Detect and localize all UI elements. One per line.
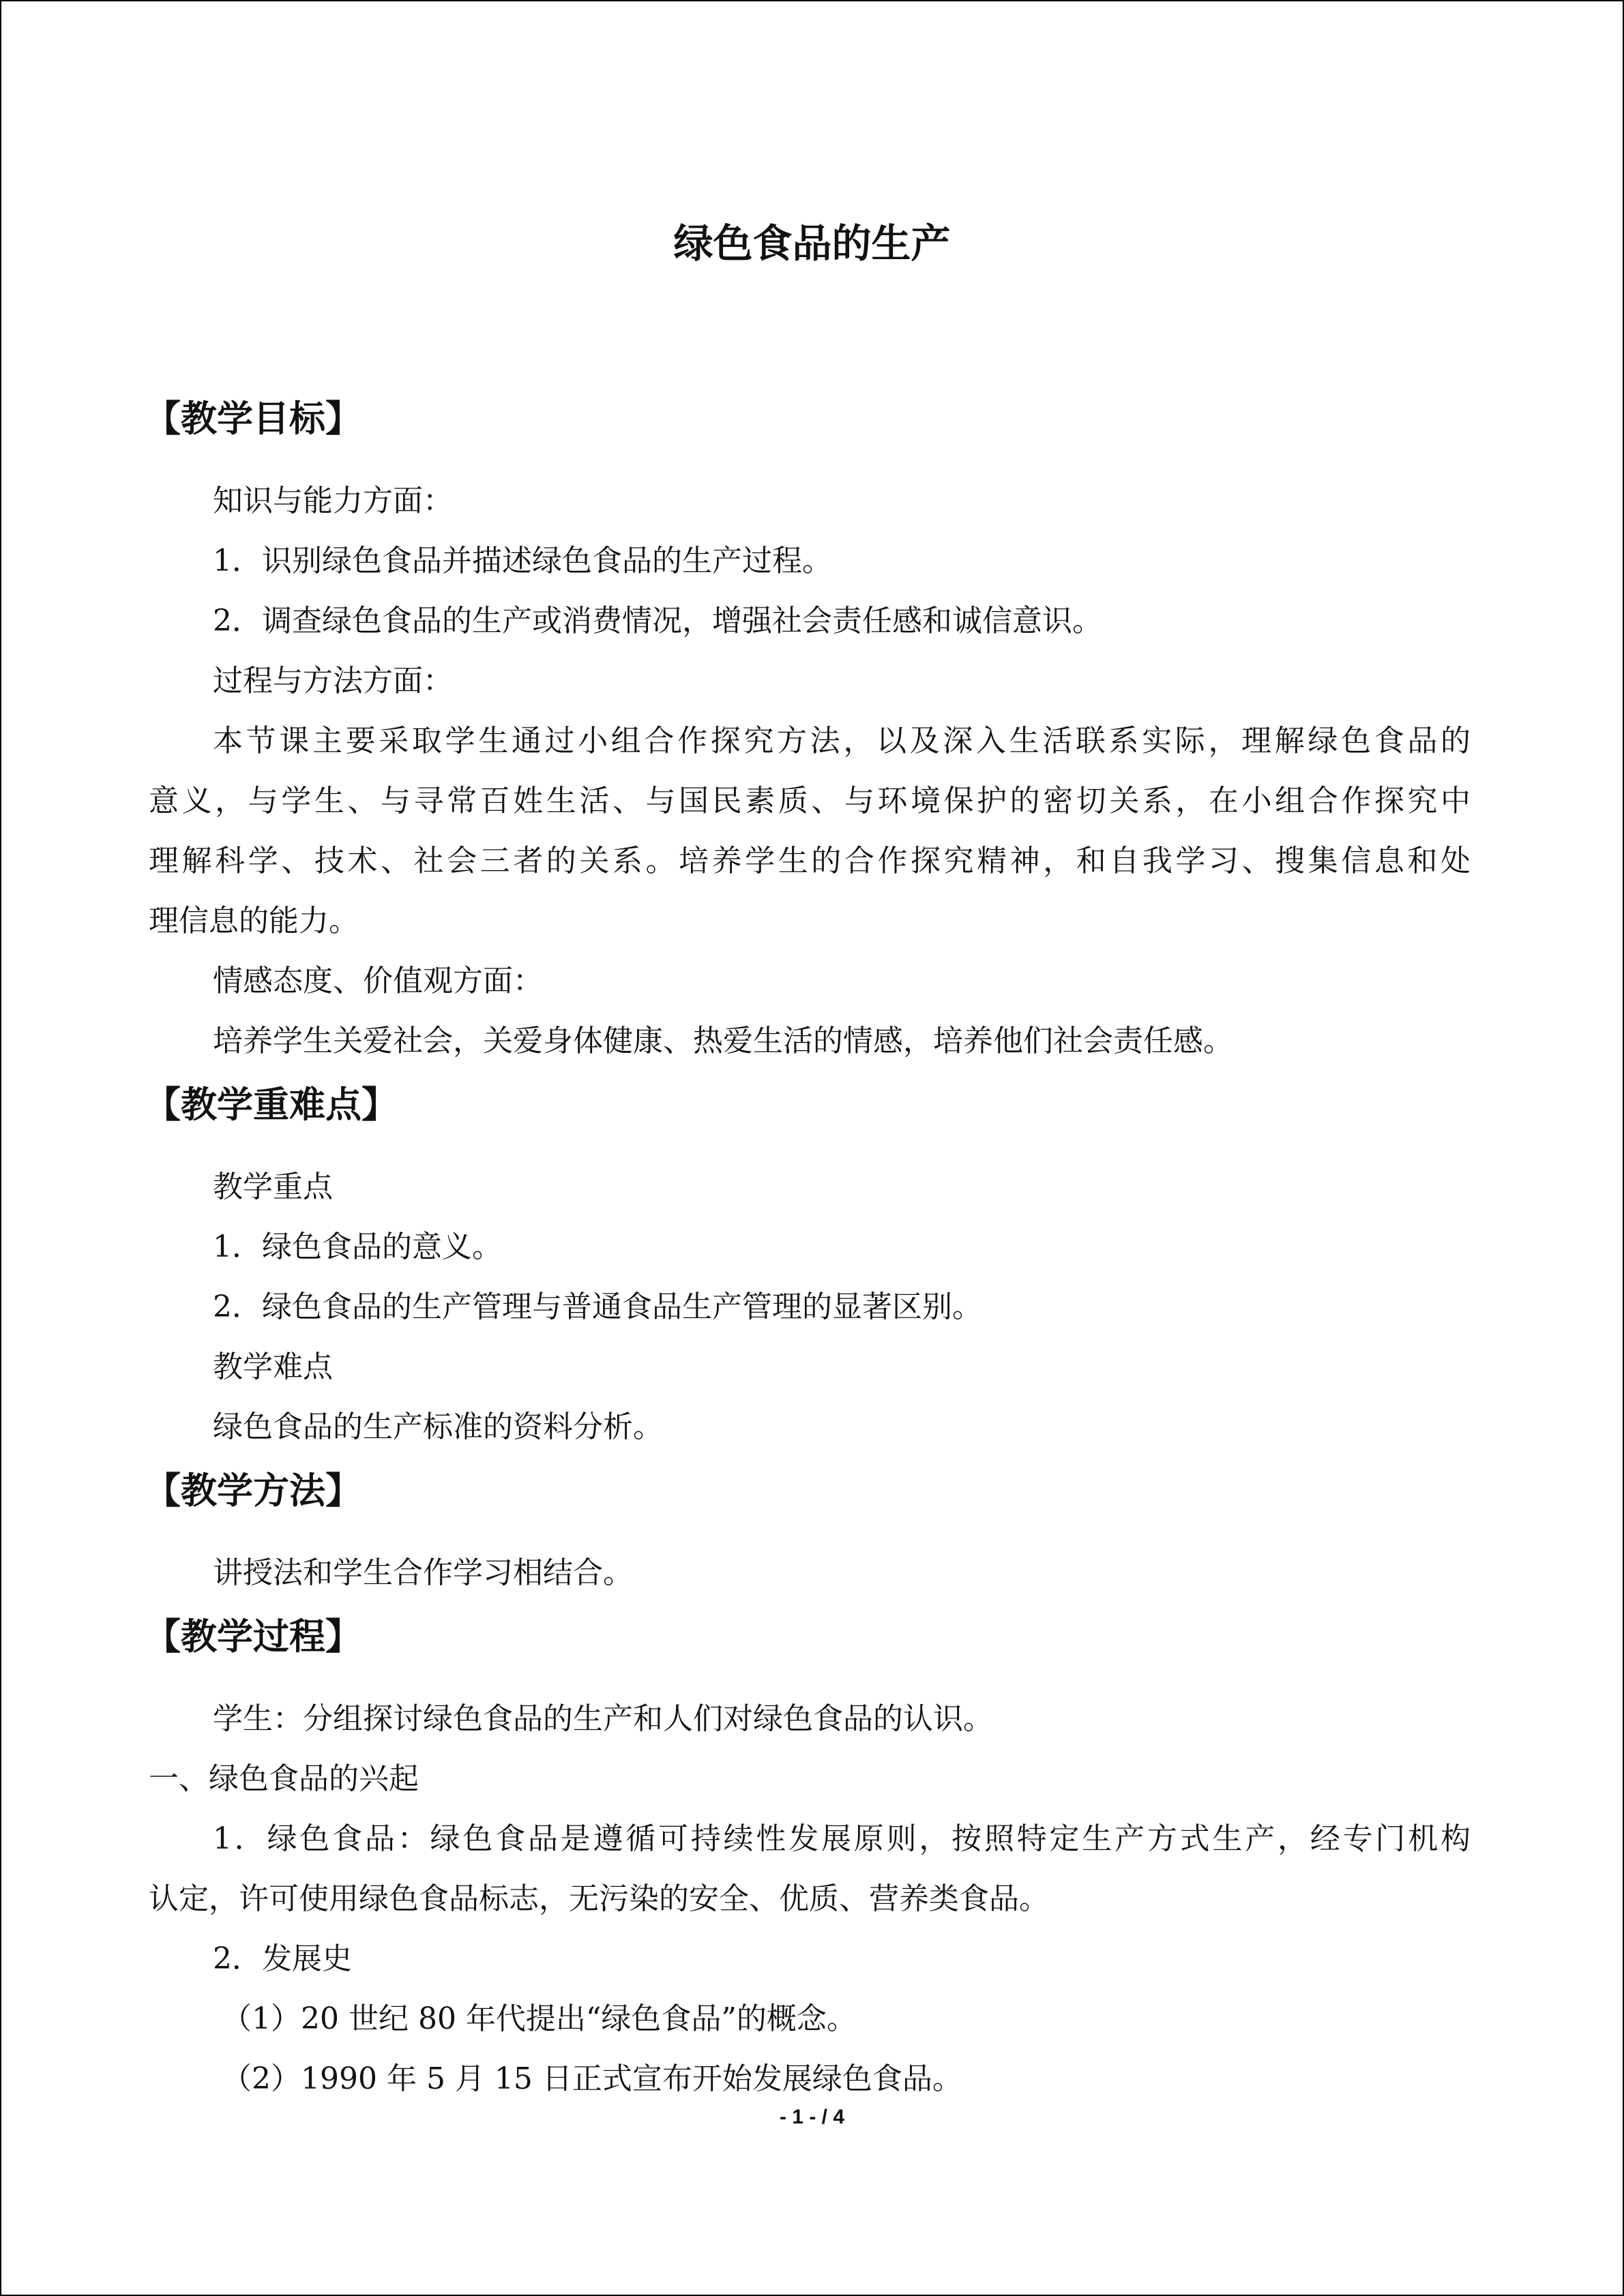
- paragraph-line: [149, 836, 1471, 880]
- paragraph-text: 1．绿色食品：绿色食品是遵循可持续性发展原则，按照特定生产方式生产，经专门机构: [213, 1821, 1471, 1856]
- paragraph-line: 学生：分组探讨绿色食品的生产和人们对绿色食品的认识。: [213, 1701, 993, 1736]
- list-item: （1）20 世纪 80 年代提出“绿色食品”的概念。: [222, 2001, 857, 2036]
- list-item: （2）1990 年 5 月 15 日正式宣布开始发展绿色食品。: [222, 2061, 962, 2096]
- paragraph-line: 讲授法和学生合作学习相结合。: [213, 1555, 633, 1590]
- list-item: 1．绿色食品的意义。: [213, 1229, 502, 1264]
- paragraph-line: 培养学生关爱社会，关爱身体健康、热爱生活的情感，培养他们社会责任感。: [213, 1024, 1233, 1058]
- section-heading-method: 【教学方法】: [145, 1470, 361, 1512]
- paragraph-line: [149, 1814, 1471, 1858]
- paragraph-line: 认定，许可使用绿色食品标志，无污染的安全、优质、营养类食品。: [149, 1881, 1049, 1916]
- list-item: 2．绿色食品的生产管理与普通食品生产管理的显著区别。: [213, 1289, 982, 1324]
- paragraph-line: 理信息的能力。: [149, 904, 359, 938]
- list-item: 2．发展史: [213, 1941, 352, 1976]
- paragraph-line: 教学难点: [213, 1350, 333, 1384]
- paragraph-text: 理解科学、技术、社会三者的关系。培养学生的合作探究精神，和自我学习、搜集信息和处: [149, 844, 1471, 878]
- paragraph-line: [149, 776, 1471, 820]
- paragraph-text: 本节课主要采取学生通过小组合作探究方法，以及深入生活联系实际，理解绿色食品的: [213, 724, 1471, 758]
- paragraph-text: 意义，与学生、与寻常百姓生活、与国民素质、与环境保护的密切关系，在小组合作探究中: [149, 784, 1471, 818]
- list-item: 2．调查绿色食品的生产或消费情况，增强社会责任感和诚信意识。: [213, 603, 1102, 638]
- paragraph-line: 知识与能力方面：: [213, 483, 453, 518]
- paragraph-line: 过程与方法方面：: [213, 664, 453, 698]
- paragraph-line: [149, 716, 1471, 760]
- paragraph-line: 绿色食品的生产标准的资料分析。: [213, 1410, 663, 1444]
- section-heading-process: 【教学过程】: [145, 1616, 361, 1658]
- paragraph-line: 教学重点: [213, 1169, 333, 1204]
- page-number: - 1 - / 4: [779, 2106, 845, 2128]
- list-item: 1．识别绿色食品并描述绿色食品的生产过程。: [213, 543, 832, 578]
- paragraph-line: 情感态度、价值观方面：: [213, 964, 543, 998]
- subsection-heading: 一、绿色食品的兴起: [149, 1761, 419, 1796]
- document-title: 绿色食品的生产: [673, 220, 951, 267]
- section-heading-key-points: 【教学重难点】: [145, 1084, 398, 1126]
- section-heading-objectives: 【教学目标】: [145, 398, 361, 440]
